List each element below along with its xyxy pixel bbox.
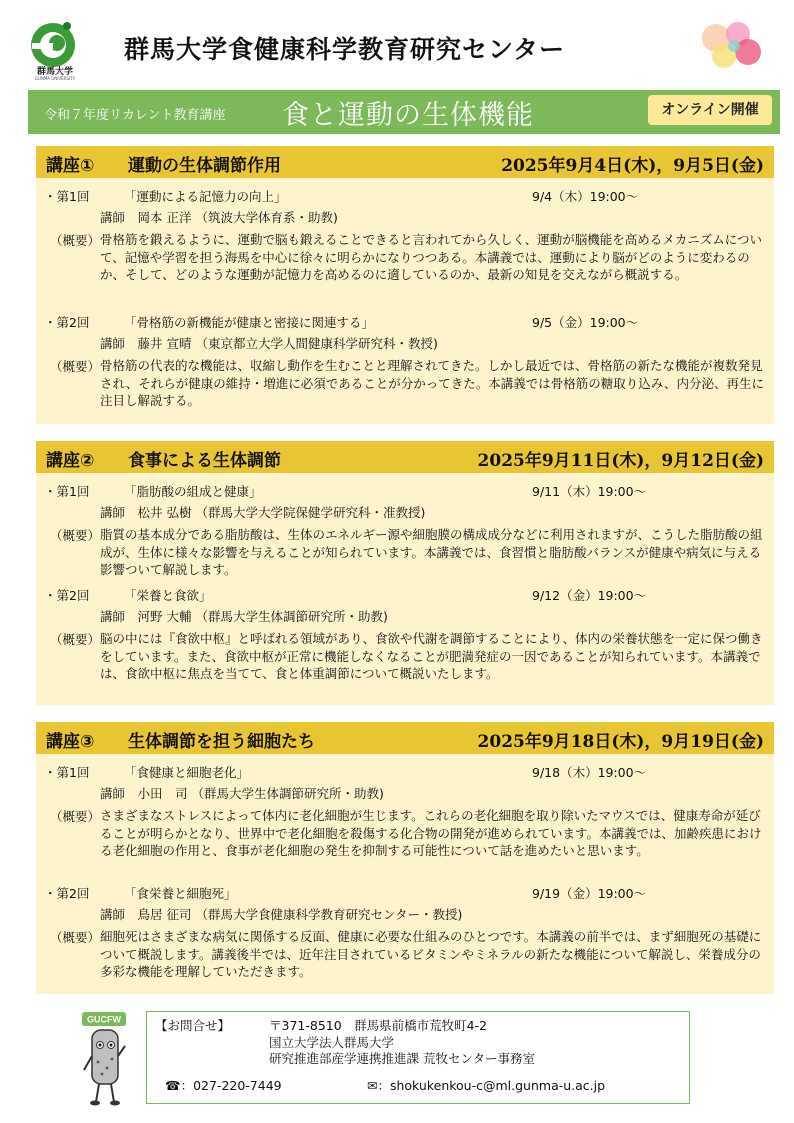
course-title: 食と運動の生体機能	[282, 100, 534, 131]
session-instructor: 講師 松井 弘樹 （群馬大学大学院保健学研究科・准教授)	[100, 505, 426, 520]
session-number: ・第1回	[44, 189, 90, 204]
session-overview: 細胞死はさまざまな病気に関係する反面、健康に必要な仕組みのひとつです。本講義の前半では、まず細胞死の基礎について概説します。講義後半では、近年注目されているビタミンやミネラルの新たな機能について解説し、栄養成分の多彩な機能を理解していただきます。	[100, 929, 762, 980]
session-overview: 脳の中には『食欲中枢』と呼ばれる領域があり、食欲や代謝を調節することにより、体内の栄養状態を一定に保つ働きをしています。また、食欲中枢が正常に機能しなくなることが肥満発症の一因であることが知られています。本講義では、食欲中枢に焦点を当てて、食と体重調節について概説いたします。	[100, 631, 763, 682]
contact-dept: 研究推進部産学連携推進課 荒牧センター事務室	[269, 1051, 535, 1066]
decorative-art-icon	[696, 16, 766, 76]
lecture-dates: 2025年9月4日(木)，9月5日(金)	[501, 156, 764, 176]
session-time: 9/12（金）19:00〜	[532, 588, 647, 603]
session-time: 9/5（金）19:00〜	[532, 315, 639, 330]
lecture-title: 食事による生体調節	[128, 451, 281, 471]
session-number: ・第2回	[44, 588, 90, 603]
session-overview: さまざまなストレスによって体内に老化細胞が生じます。これらの老化細胞を取り除いたマウスでは、健康寿命が延びることが明らかとなり、世界中で老化細胞を殺傷する化合物の開発が進められています。本講義では、加齢疾患における老化細胞の作用と、食事が老化細胞の発生を抑制する可能性について話を進めたいと思います。	[100, 808, 762, 859]
mascot-icon	[80, 1012, 128, 1107]
university-english-name: GUNMA UNIVERSITY	[34, 76, 76, 81]
contact-phone: ☎：027-220-7449	[165, 1078, 282, 1093]
session-overview: 骨格筋を鍛えるように、運動で脳も鍛えることできると言われてから久しく、運動が脳機能を高めるメカニズムについて、記憶や学習を担う海馬を中心に徐々に明らかになりつつある。本講義では、運動により脳がどのように変わるのか、そして、どのような運動が記憶力を高めるのに適しているのか、最新の知見を交えながら概説する。	[100, 232, 763, 283]
lecture-dates: 2025年9月11日(木)，9月12日(金)	[477, 451, 764, 471]
session-title: 「脂肪酸の組成と健康」	[124, 484, 262, 499]
university-name: 群馬大学	[36, 67, 73, 77]
lecture-dates: 2025年9月18日(木)，9月19日(金)	[477, 732, 764, 752]
overview-label: （概要）	[50, 233, 101, 248]
lecture-number: 講座③	[46, 732, 95, 752]
session-time: 9/19（金）19:00〜	[532, 886, 647, 901]
session-time: 9/18（木）19:00〜	[532, 765, 647, 780]
session-title: 「食健康と細胞老化」	[124, 765, 250, 780]
lecture-title: 生体調節を担う細胞たち	[128, 732, 315, 752]
lecture-number: 講座②	[46, 451, 95, 471]
session-instructor: 講師 岡本 正洋 （筑波大学体育系・助教)	[100, 210, 338, 225]
lecture-section-2	[36, 441, 774, 705]
contact-label: 【お問合せ】	[155, 1018, 231, 1033]
lecture-header	[36, 146, 774, 178]
lecture-header	[36, 441, 774, 473]
lecture-title: 運動の生体調節作用	[128, 156, 281, 176]
session-time: 9/11（木）19:00〜	[532, 484, 647, 499]
session-title: 「運動による記憶力の向上」	[124, 189, 287, 204]
session-overview: 骨格筋の代表的な機能は、収縮し動作を生むことと理解されてきた。しかし最近では、骨格筋の新たな機能が複数発見され、それらが健康の維持・増進に必須であることが分かってきた。本講義では骨格筋の糖取り込み、内分泌、再生に注目し解説する。	[100, 358, 765, 409]
page-header	[0, 0, 794, 88]
session-title: 「食栄養と細胞死」	[124, 886, 237, 901]
overview-label: （概要）	[50, 528, 101, 543]
online-badge: オンライン開催	[648, 95, 772, 125]
overview-label: （概要）	[50, 632, 101, 647]
contact-postal: 〒371-8510 群馬県前橋市荒牧町4-2	[269, 1018, 488, 1033]
overview-label: （概要）	[50, 809, 101, 824]
session-number: ・第2回	[44, 886, 90, 901]
lecture-header	[36, 722, 774, 754]
session-overview: 脂質の基本成分である脂肪酸は、生体のエネルギー源や細胞膜の構成成分などに利用されますが、こうした脂肪酸の組成が、生体に様々な影響を与えることが知られています。本講義では、食習慣と脂肪酸バランスが健康や病気に与える影響ついて解説します。	[100, 527, 763, 578]
session-number: ・第1回	[44, 484, 90, 499]
lecture-section-3	[36, 722, 774, 994]
overview-label: （概要）	[50, 930, 101, 945]
session-number: ・第2回	[44, 315, 90, 330]
contact-address	[269, 1018, 535, 1068]
session-instructor: 講師 鳥居 征司 （群馬大学食健康科学教育研究センター・教授)	[100, 907, 463, 922]
session-instructor: 講師 小田 司 （群馬大学生体調節研究所・助教)	[100, 786, 384, 801]
lecture-section-1	[36, 146, 774, 424]
session-title: 「骨格筋の新機能が健康と密接に関連する」	[124, 315, 375, 330]
course-series-label: 令和７年度リカレント教育講座	[44, 108, 226, 123]
mascot-tag: GUCFW	[87, 1014, 121, 1025]
session-time: 9/4（木）19:00〜	[532, 189, 639, 204]
contact-org: 国立大学法人群馬大学	[269, 1034, 395, 1050]
session-instructor: 講師 藤井 宣晴 （東京都立大学人間健康科学研究科・教授)	[100, 336, 438, 351]
session-title: 「栄養と食欲」	[124, 588, 212, 603]
session-instructor: 講師 河野 大輔 （群馬大学生体調節研究所・助教)	[100, 609, 388, 624]
session-number: ・第1回	[44, 765, 90, 780]
contact-email[interactable]: ✉：shokukenkou-c@ml.gunma-u.ac.jp	[367, 1078, 606, 1093]
center-name: 群馬大学食健康科学教育研究センター	[124, 35, 566, 64]
overview-label: （概要）	[50, 359, 101, 374]
contact-box	[146, 1011, 690, 1104]
lecture-number: 講座①	[46, 156, 95, 176]
title-banner	[28, 90, 780, 134]
